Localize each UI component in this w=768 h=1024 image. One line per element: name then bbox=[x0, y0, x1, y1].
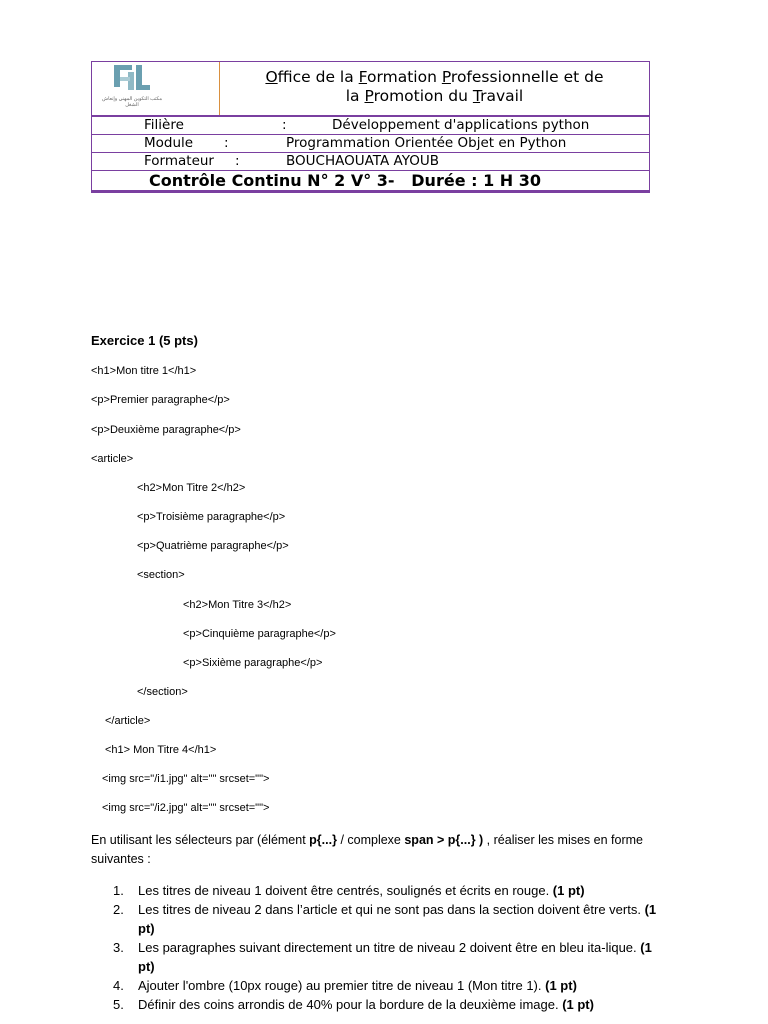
module-label: Module bbox=[144, 135, 194, 151]
code-line: <h1> Mon Titre 4</h1> bbox=[105, 744, 217, 756]
formateur-row bbox=[92, 153, 649, 170]
header-top-row bbox=[92, 62, 649, 117]
filiere-sep: : bbox=[282, 117, 287, 133]
code-line: <img src="/i2.jpg" alt="" srcset=""> bbox=[102, 802, 270, 814]
code-line: <p>Premier paragraphe</p> bbox=[91, 394, 230, 406]
code-line: <p>Deuxième paragraphe</p> bbox=[91, 424, 241, 436]
code-line: <section> bbox=[137, 569, 185, 581]
filiere-value: Développement d'applications python bbox=[332, 117, 590, 133]
exercise-title: Exercice 1 (5 pts) bbox=[91, 333, 198, 348]
filiere-label: Filière bbox=[144, 117, 184, 133]
list-item: 4. Ajouter l'ombre (10px rouge) au premier titre de niveau 1 (Mon titre 1). (1 pt) bbox=[113, 978, 577, 993]
formateur-sep: : bbox=[235, 153, 240, 169]
exercise-intro: En utilisant les sélecteurs par (élément p{...} / complexe span > p{...} ) , réaliser les mises en forme suivantes : bbox=[91, 833, 643, 866]
header-table bbox=[91, 61, 650, 193]
code-line: <p>Troisième paragraphe</p> bbox=[137, 511, 286, 523]
code-line: <h2>Mon Titre 2</h2> bbox=[137, 482, 246, 494]
module-value: Programmation Orientée Objet en Python bbox=[286, 135, 567, 151]
office-title-line2: la Promotion du Travail bbox=[345, 87, 524, 105]
control-title: Contrôle Continu N° 2 V° 3- Durée : 1 H 30 bbox=[92, 170, 649, 192]
code-line: </section> bbox=[137, 686, 188, 698]
logo-arabic-text: مكتب التكوين المهني وإنعاش الشغل bbox=[101, 96, 162, 108]
logo-cell bbox=[92, 62, 220, 115]
list-item: 2. Les titres de niveau 2 dans l’article et qui ne sont pas dans la section doivent être verts. (1 pt) bbox=[113, 902, 657, 936]
formateur-label: Formateur bbox=[144, 153, 214, 169]
office-title bbox=[220, 62, 649, 115]
formateur-value: BOUCHAOUATA AYOUB bbox=[286, 153, 439, 169]
code-line: <p>Sixième paragraphe</p> bbox=[183, 657, 323, 669]
module-sep: : bbox=[224, 135, 229, 151]
list-item: 5. Définir des coins arrondis de 40% pour la bordure de la deuxième image. (1 pt) bbox=[113, 997, 594, 1012]
module-row bbox=[92, 135, 649, 153]
instructions-list bbox=[91, 881, 671, 1014]
code-line: <article> bbox=[91, 453, 134, 465]
code-line: <p>Quatrième paragraphe</p> bbox=[137, 540, 289, 552]
code-line: <h1>Mon titre 1</h1> bbox=[91, 365, 197, 377]
office-title-line1: Office de la Formation Professionnelle et de bbox=[265, 68, 604, 86]
code-line: </article> bbox=[105, 715, 151, 727]
list-item: 1. Les titres de niveau 1 doivent être centrés, soulignés et écrits en rouge. (1 pt) bbox=[113, 883, 585, 898]
code-line: <h2>Mon Titre 3</h2> bbox=[183, 599, 292, 611]
code-line: <p>Cinquième paragraphe</p> bbox=[183, 628, 336, 640]
code-line: <img src="/i1.jpg" alt="" srcset=""> bbox=[102, 773, 270, 785]
list-item: 3. Les paragraphes suivant directement un titre de niveau 2 doivent être en bleu ita-lique. (1 pt) bbox=[113, 940, 652, 974]
filiere-row bbox=[92, 117, 649, 135]
